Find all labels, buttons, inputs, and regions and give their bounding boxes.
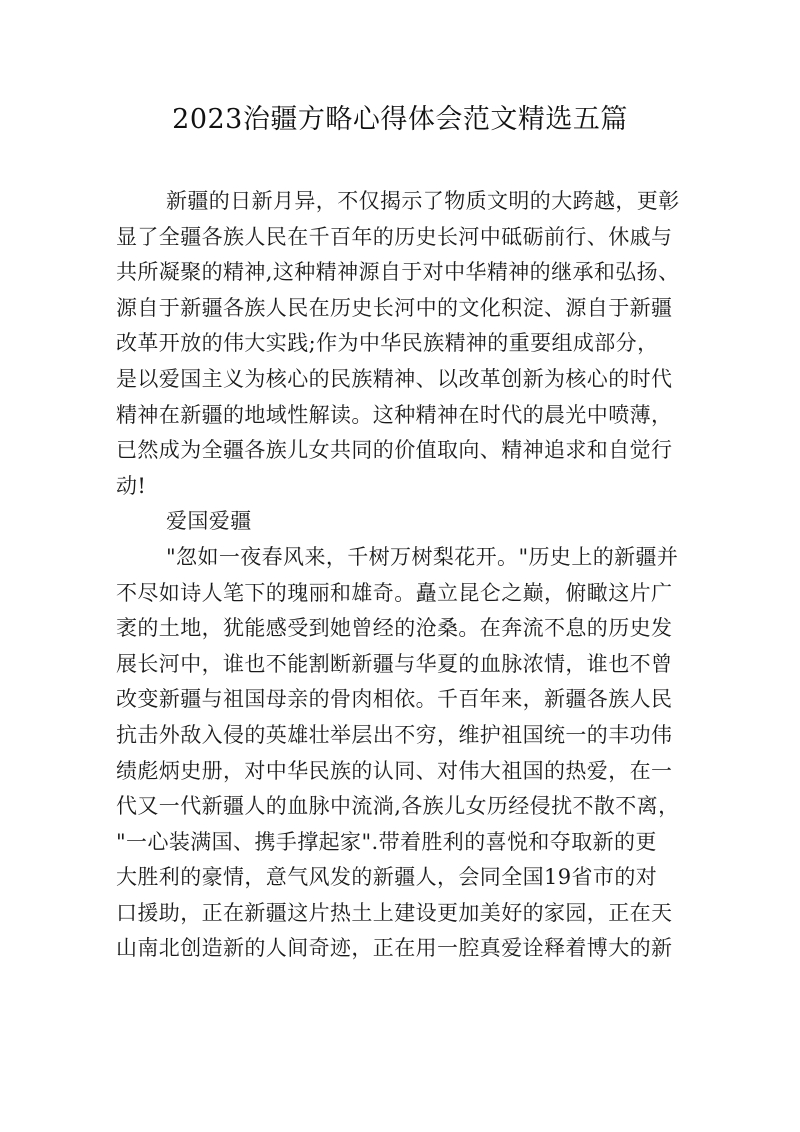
paragraph-line: 展长河中，谁也不能割断新疆与华夏的血脉浓情，谁也不曾 bbox=[116, 651, 673, 676]
paragraph-line: 精神在新疆的地域性解读。这种精神在时代的晨光中喷薄， bbox=[116, 402, 673, 427]
document-title: 2023治疆方略心得体会范文精选五篇 bbox=[172, 104, 628, 135]
paragraph-line: 袤的土地，犹能感受到她曾经的沧桑。在奔流不息的历史发 bbox=[116, 616, 673, 641]
paragraph-line: 是以爱国主义为核心的民族精神、以改革创新为核心的时代 bbox=[116, 366, 673, 391]
paragraph-line: 代又一代新疆人的血脉中流淌,各族儿女历经侵扰不散不离， bbox=[116, 794, 680, 819]
paragraph-line: "忽如一夜春风来，千树万树梨花开。"历史上的新疆并 bbox=[166, 544, 679, 569]
paragraph-line: "一心装满国、携手撑起家".带着胜利的喜悦和夺取新的更 bbox=[116, 829, 657, 854]
paragraph-line: 改革开放的伟大实践;作为中华民族精神的重要组成部分， bbox=[116, 331, 659, 356]
paragraph-line: 动! bbox=[116, 473, 147, 498]
paragraph-line: 绩彪炳史册，对中华民族的认同、对伟大祖国的热爱，在一 bbox=[116, 758, 673, 783]
paragraph-line: 共所凝聚的精神,这种精神源自于对中华精神的继承和弘扬、 bbox=[116, 260, 680, 285]
paragraph-line: 不尽如诗人笔下的瑰丽和雄奇。矗立昆仑之巅，俯瞰这片广 bbox=[116, 580, 673, 605]
paragraph-line: 源自于新疆各族人民在历史长河中的文化积淀、源自于新疆 bbox=[116, 295, 673, 320]
paragraph-line: 口援助，正在新疆这片热土上建设更加美好的家园，正在天 bbox=[116, 900, 673, 925]
document-body bbox=[116, 184, 688, 967]
paragraph-line: 山南北创造新的人间奇迹，正在用一腔真爱诠释着博大的新 bbox=[116, 936, 673, 961]
section-heading: 爱国爱疆 bbox=[166, 509, 252, 534]
paragraph-line: 改变新疆与祖国母亲的骨肉相依。千百年来，新疆各族人民 bbox=[116, 687, 673, 712]
paragraph-line: 显了全疆各族人民在千百年的历史长河中砥砺前行、休戚与 bbox=[116, 224, 673, 249]
paragraph-line: 已然成为全疆各族儿女共同的价值取向、精神追求和自觉行 bbox=[116, 438, 673, 463]
paragraph-line: 新疆的日新月异，不仅揭示了物质文明的大跨越，更彰 bbox=[166, 189, 680, 213]
paragraph-line: 抗击外敌入侵的英雄壮举层出不穷，维护祖国统一的丰功伟 bbox=[116, 722, 673, 747]
paragraph-line: 大胜利的豪情，意气风发的新疆人，会同全国19省市的对 bbox=[116, 865, 658, 890]
